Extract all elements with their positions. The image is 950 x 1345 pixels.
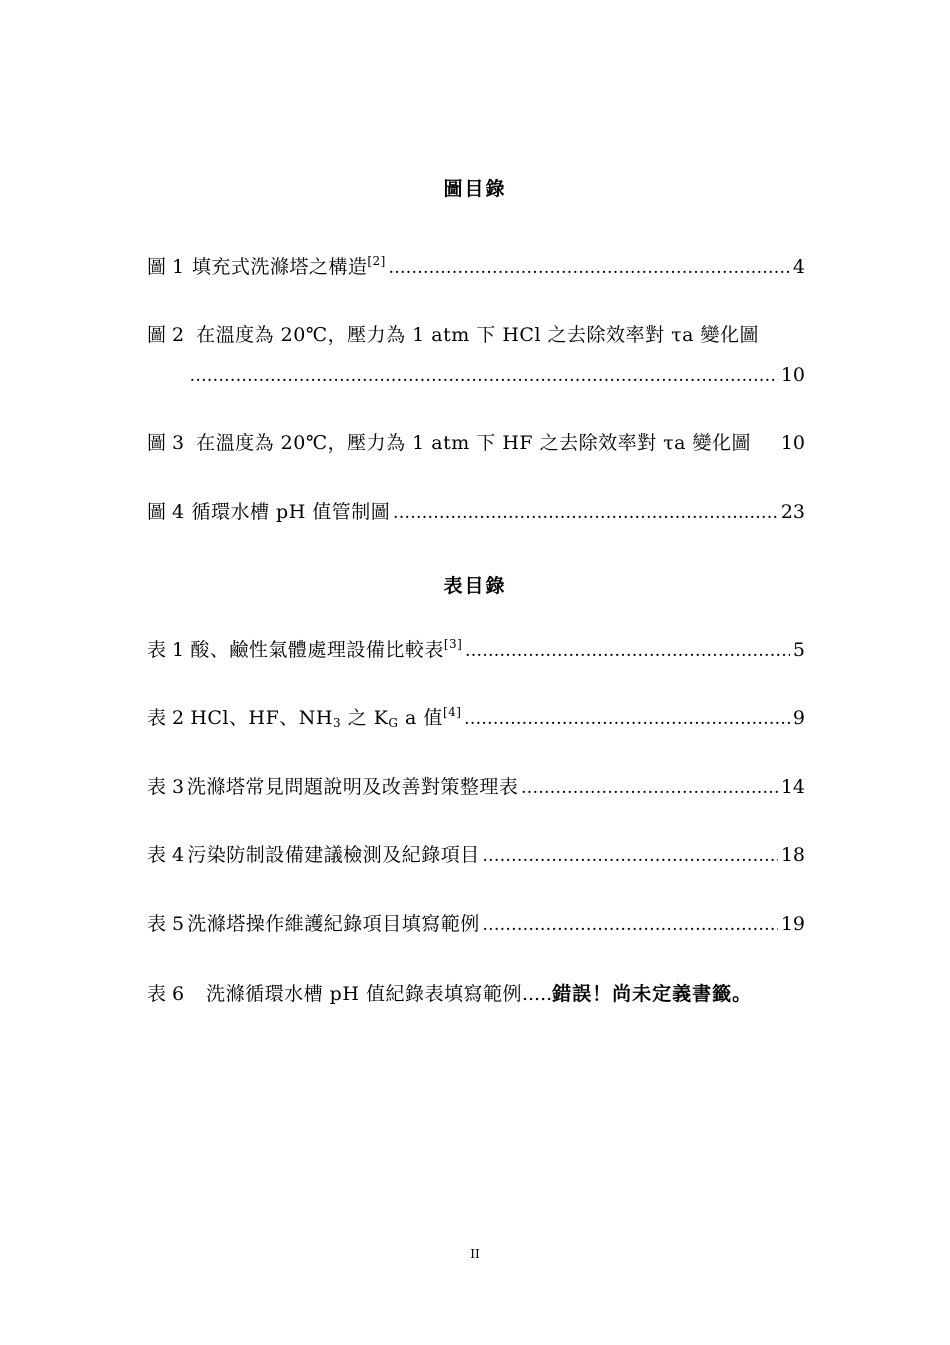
dot-leader — [483, 913, 778, 937]
figure-entry-4[interactable] — [147, 500, 805, 525]
bookmark-error-text: 錯誤！尚未定義書籤。 — [552, 983, 753, 1005]
page-number: 10 — [780, 364, 805, 386]
page-number: 9 — [792, 707, 805, 729]
table-label: 表 4 — [147, 844, 185, 866]
dot-leader — [521, 776, 777, 800]
figure-title: 在溫度為 20℃，壓力為 1 atm 下 HF 之去除效率對 τa 變化圖 — [196, 432, 752, 454]
table-label: 表 5 — [147, 913, 185, 935]
dot-leader — [389, 256, 790, 280]
table-entry-5[interactable] — [147, 912, 805, 937]
figure-entry-1[interactable] — [147, 255, 805, 280]
citation-ref: [3] — [443, 637, 463, 651]
page-number: 19 — [780, 913, 805, 935]
table-label: 表 1 — [147, 639, 185, 661]
page-number: 4 — [792, 256, 805, 278]
table-entry-2[interactable] — [147, 706, 805, 731]
page-footer-number: II — [470, 1247, 480, 1261]
table-title: 洗滌循環水槽 pH 值紀錄表填寫範例 — [206, 983, 522, 1005]
page-number: 10 — [780, 432, 805, 454]
citation-ref: [4] — [442, 705, 462, 719]
table-entry-4[interactable] — [147, 843, 805, 868]
table-title: 污染防制設備建議檢測及紀錄項目 — [187, 844, 480, 866]
figure-label: 圖 1 — [147, 256, 185, 278]
figure-title: 在溫度為 20℃，壓力為 1 atm 下 HCl 之去除效率對 τa 變化圖 — [196, 324, 759, 346]
page-number: 5 — [792, 639, 805, 661]
figure-title: 循環水槽 pH 值管制圖 — [191, 501, 391, 523]
figure-title: 填充式洗滌塔之構造[2] — [191, 254, 386, 278]
figure-entry-2-continuation[interactable] — [190, 363, 805, 388]
figure-label: 圖 4 — [147, 501, 185, 523]
table-title: 洗滌塔常見問題說明及改善對策整理表 — [186, 776, 519, 798]
table-title: 洗滌塔操作維護紀錄項目填寫範例 — [187, 913, 480, 935]
page-number: 14 — [780, 776, 805, 798]
page-number: 18 — [780, 844, 805, 866]
table-label: 表 2 — [147, 707, 185, 729]
dot-leader: ..... — [521, 983, 553, 1005]
figure-entry-2[interactable] — [147, 323, 805, 347]
figure-entry-3[interactable] — [147, 431, 805, 455]
dot-leader — [464, 707, 789, 731]
table-title: HCl、HF、$NH_3$ 之 $K_G$ a 值[4] — [190, 705, 462, 730]
table-label: 表 3 — [147, 776, 185, 798]
dot-leader — [483, 844, 778, 868]
dot-leader — [190, 364, 778, 388]
table-title: 酸、鹼性氣體處理設備比較表[3] — [190, 637, 463, 661]
table-entry-1[interactable] — [147, 638, 805, 663]
table-entry-6[interactable] — [147, 982, 805, 1006]
dot-leader — [465, 639, 790, 663]
table-label: 表 6 — [147, 983, 185, 1005]
figures-heading: 圖目錄 — [443, 178, 507, 200]
page-number: 23 — [780, 501, 805, 523]
figure-label: 圖 3 — [147, 432, 185, 454]
table-entry-3[interactable] — [147, 775, 805, 800]
tables-heading: 表目錄 — [443, 575, 507, 597]
figure-label: 圖 2 — [147, 324, 185, 346]
dot-leader — [393, 501, 778, 525]
citation-ref: [2] — [367, 254, 386, 268]
